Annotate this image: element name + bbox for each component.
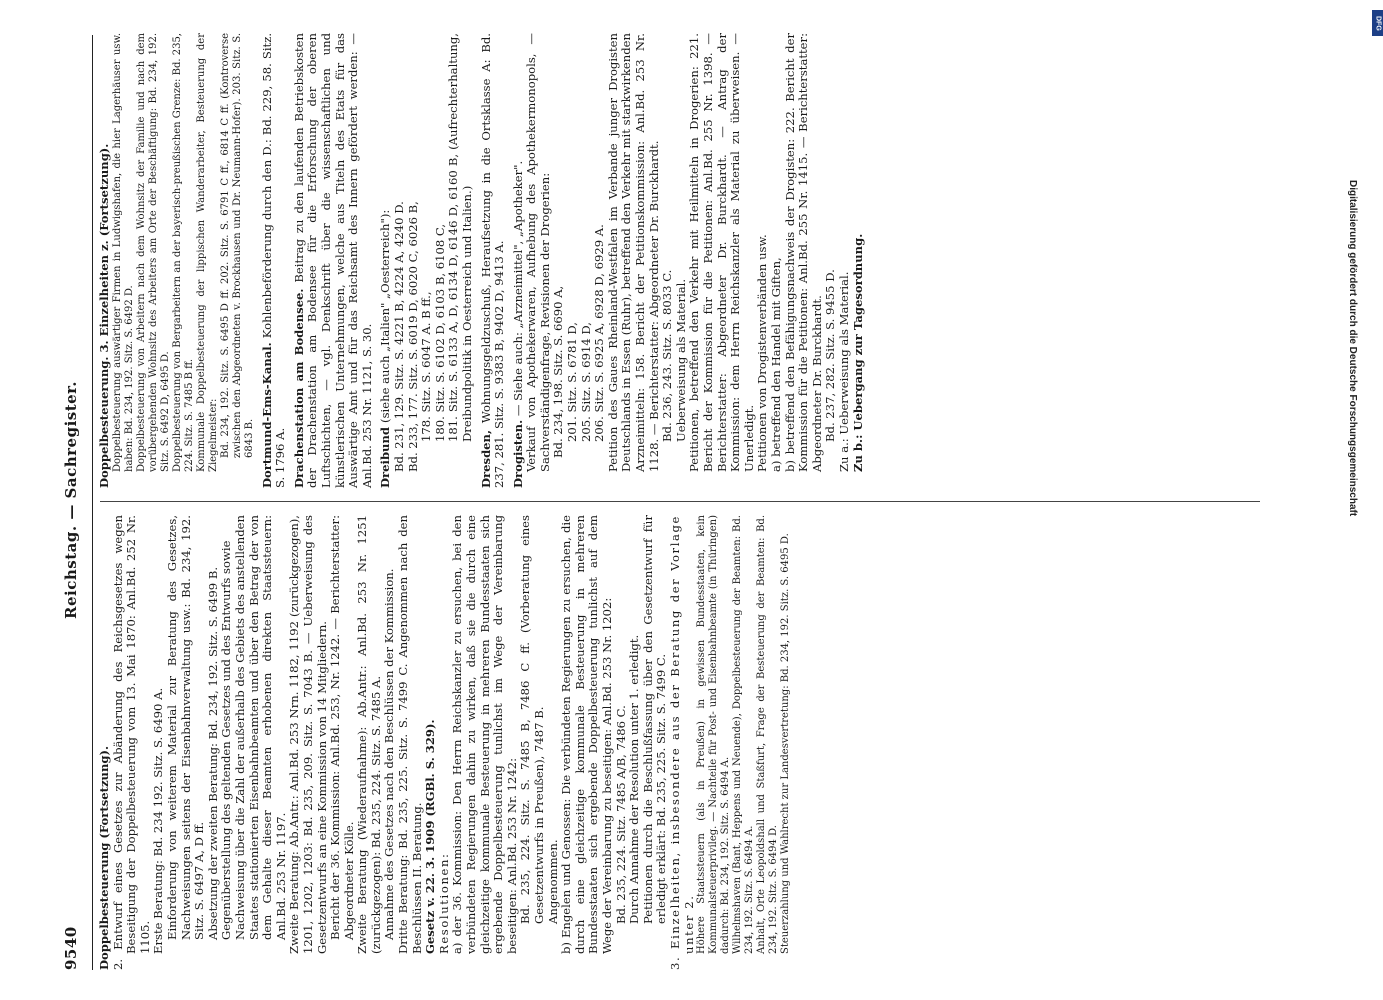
right-column-entry: 201. Sitz. S. 6781 D,	[565, 322, 580, 442]
right-column-entry: Doppelbesteuerung von Bergarbeitern an der bayerisch-preußischen Grenze: Bd. 235, 224. Sitz. S. 7485 B ff.	[171, 33, 195, 472]
right-column-entry: Doppelbesteuerung auswärtiger Firmen in Ludwigshafen, die hier Lagerhäuser usw. haben: Bd. 234, 192. Sitz. S. 6492 D.	[111, 33, 135, 472]
left-column-entry: Durch Annahme der Resolution unter 1. erledigt.	[627, 634, 642, 924]
right-column-entry: a) betreffend den Handel mit Giften,	[768, 257, 783, 472]
page-title: Reichstag. — Sachregister.	[62, 381, 80, 619]
right-column-entry: b) betreffend den Befähigungsnachweis der Drogisten: 222. Bericht der Kommission für die Petitionen: Anl.Bd. 255 Nr. 1415. — Berichterstatter: Abgeordneter Dr. Burckhardt.	[782, 33, 824, 472]
left-column-entry: Annahme des Gesetzes nach den Beschlüssen der Kommission.	[382, 568, 397, 940]
right-column-entry: Dresden, Wohnungsgeldzuschuß, Heraufsetzung in die Ortsklasse A: Bd. 237, 281. Sitz. S. 9383 B, 9402 D, 9413 A.	[478, 33, 507, 488]
dfg-logo: DFG	[1372, 10, 1383, 36]
left-column-entry: Bericht der 36. Kommission: Anl.Bd. 253, Nr. 1242. — Berichterstatter: Abgeordneter Kölle.	[328, 515, 356, 940]
right-column-entry: Ueberweisung als Material.	[673, 278, 688, 442]
header-rule	[92, 35, 93, 970]
right-column-entry: Petitionen von Drogistenverbänden usw.	[755, 234, 770, 472]
right-column	[98, 33, 865, 488]
left-column-entry: Absetzung der zweiten Beratung: Bd. 234, 192. Sitz. S. 6499 B.	[205, 566, 220, 940]
right-column-entry: Petitionen, betreffend den Verkehr mit Heilmitteln in Drogerien: 221. Bericht der Kommission für die Petitionen: Anl.Bd. 255 Nr. 1398. — Berichterstatter: Abgeordneter Dr. Burckhardt. — Antrag der Kommission: dem Herrn Reichskanzler als Material zu überweisen. — Unerledigt.	[687, 33, 756, 472]
right-column-entry: Zu a.: Ueberweisung als Material.	[836, 271, 851, 472]
right-column-entry: Doppelbesteuerung. 3. Einzelheiten z. (Fortsetzung).	[97, 143, 111, 488]
funding-note: Digitalisierung gefördert durch die Deutsche Forschungsgemeinschaft	[1347, 180, 1358, 517]
left-column-entry: Angenommen.	[545, 839, 560, 924]
right-column-entry: 206. Sitz. S. 6925 A, 6928 D, 6929 A.	[592, 224, 607, 442]
left-column-entry: Nachweisung über die Zahl der außerhalb des Gebiets des anstellenden Staates stationierten Eisenbahnbeamten und über den Betrag der von dem Gehalte dieser Beamten erhobenen direkten Staatssteuern: Anl.Bd. 253 Nr. 1197.	[232, 515, 288, 940]
right-column-entry: Bd. 231, 129. Sitz. S. 4221 B, 4224 A, 4240 D.	[391, 201, 406, 472]
right-column-entry: Drachenstation am Bodensee. Beitrag zu den laufenden Betriebskosten der Drachenstation am Bodensee für die Erforschung der oberen Luftschichten, — vgl. Denkschrift über die wissenschaftlichen und künstlerischen Unternehmungen, welche aus Titeln des Etats für das Auswärtige Amt und für das Reichsamt des Innern gefördert werden: — Anl.Bd. 253 Nr. 1121, S. 30.	[291, 32, 374, 488]
right-column-entry: Kommunale Doppelbesteuerung der lippischen Wanderarbeiter, Besteuerung der Ziegelmeister:	[195, 33, 219, 472]
left-column-entry: Einforderung von weiterem Material zur Beratung des Gesetzes, Nachweisungen seitens der Eisenbahnverwaltung usw.: Bd. 234, 192. Sitz. S. 6497 A, D ff.	[164, 515, 207, 940]
left-column-entry: Gesetz v. 22. 3. 1909 (RGBl. S. 329).	[423, 719, 438, 954]
left-column-entry: Höhere Staatssteuern (als in Preußen) in gewissen Bundesstaaten, kein Kommunalsteuerprivileg. — Nachteile für Post- und Eisenbahnbeamte (in Thüringen) dadurch: Bd. 234, 192. Sitz. S. 6494 A.	[696, 515, 732, 954]
right-column-entry: 205. Sitz. S. 6914 D,	[578, 322, 593, 442]
right-column-entry: Bd. 234, 198. Sitz. S. 6690 A,	[551, 285, 566, 458]
left-column-entry: Doppelbesteuerung (Fortsetzung).	[97, 745, 111, 970]
left-column-entry: Zweite Beratung (Wiederaufnahme): Ab.Antr.: Anl.Bd. 253 Nr. 1251 (zurückgezogen): Bd. 235, 224. Sitz. S. 7485 A.	[355, 515, 383, 954]
right-column-entry: Petition des Gaues Rheinland-Westfalen im Verbande junger Drogisten Deutschlands in Essen (Ruhr), betreffend den Verkehr mit starkwirkenden Arzneimitteln: 158. Bericht der Petitionskommission: Anl.Bd. 253 Nr. 1128. — Berichterstatter: Abgeordneter Dr. Burckhardt.	[605, 33, 661, 472]
right-column-entry: 178. Sitz. S. 6047 A. B ff.,	[419, 291, 434, 442]
right-column-entry: Doppelbesteuerung von Arbeitern nach dem Wohnsitz der Familie und nach dem vorübergehenden Wohnsitz des Arbeiters am Orte der Beschäftigung: Bd. 234, 192. Sitz. S. 6492 D, 6495 D.	[135, 33, 171, 472]
left-column-entry: Wilhelmshaven (Bant, Heppens und Neuende), Doppelbesteuerung der Beamten: Bd. 234, 192. Sitz. S. 6494 A.	[732, 515, 756, 954]
right-column-entry: Bd. 237, 282. Sitz. S. 9455 D.	[823, 269, 838, 442]
right-column-entry: Bd. 234, 192. Sitz. S. 6495 D ff. 202. Sitz. S. 6791 C ff., 6814 C ff. (Kontroverse zwischen den Abgeordneten v. Brockhausen und Dr. Neumann-Hofer). 203. Sitz. S. 6843 B.	[219, 33, 255, 458]
left-column-entry: Steuerzahlung und Wahlrecht zur Landesvertretung: Bd. 234, 192. Sitz. S. 6495 D.	[780, 533, 792, 954]
left-column-entry: a) der 36. Kommission: Den Herrn Reichskanzler zu ersuchen, bei den verbündeten Regierungen dahin zu wirken, daß sie die durch eine gleichzeitige kommunale Besteuerung in mehreren Bundesstaaten sich ergebende Doppelbesteuerung tunlichst im Wege der Vereinbarung beseitigen: Anl.Bd. 253 Nr. 1242:	[450, 515, 519, 954]
left-column-entry: Petitionen durch die Beschlußfassung über den Gesetzentwurf für erledigt erklärt: Bd. 235, 225. Sitz. S. 7499 C.	[640, 515, 669, 924]
left-column-entry: Anhalt, Orte Leopoldshall und Staßfurt, Frage der Besteuerung der Beamten: Bd. 234, 192. Sitz. S. 6494 D.	[756, 515, 780, 954]
right-column-entry: Verkauf von Apothekerwaren, Aufhebung des Apothekermonopols, — Sachverständigenfrage, Revisionen der Drogerien:	[524, 33, 552, 472]
left-column-entry: Dritte Beratung: Bd. 235, 225. Sitz. S. 7499 C. Angenommen nach den Beschlüssen II. Beratung.	[396, 515, 424, 954]
right-column-entry: 181. Sitz. S. 6133 A, D, 6134 D, 6146 D, 6160 B, (Aufrechterhaltung, Dreibundpolitik in Oesterreich und Italien.)	[446, 33, 474, 442]
right-column-entry: Dreibund (siehe auch „Italien" „Oesterreich"):	[378, 209, 393, 488]
right-column-entry: Zu b.: Uebergang zur Tagesordnung.	[850, 233, 865, 472]
right-column-entry: Bd. 233, 177. Sitz. S. 6019 D, 6020 C, 6026 B,	[405, 201, 420, 472]
left-column-entry: Bd. 235, 224. Sitz. S. 7485 B, 7486 C ff. (Vorberatung eines Gesetzentwurfs in Preußen), 7487 B.	[518, 515, 546, 924]
page-number: 9540	[62, 926, 80, 970]
right-column-entry: Bd. 236, 243. Sitz. S. 8033 C.	[660, 269, 675, 442]
page-header	[62, 30, 92, 970]
left-column-entry: Erste Beratung: Bd. 234 192. Sitz. S. 6490 A.	[151, 687, 166, 954]
left-column-entry: Gegenüberstellung des geltenden Gesetzes und des Entwurfs sowie	[219, 540, 234, 940]
column-divider	[100, 501, 1260, 502]
right-column-entry: Dortmund-Ems-Kanal. Kohlenbeförderung durch den D.: Bd. 229, 58. Sitz. S. 1796 A.	[259, 33, 288, 488]
left-column-entry: 2. Entwurf eines Gesetzes zur Abänderung des Reichsgesetzes wegen Beseitigung der Doppelbesteuerung vom 13. Mai 1870: Anl.Bd. 252 Nr. 1105.	[110, 515, 152, 970]
right-column-entry: Drogisten. — Siehe auch: „Arzneimittel", „Apotheker".	[510, 160, 525, 488]
left-column-entry: Bd. 235, 224. Sitz. 7485 A/B, 7486 C.	[613, 705, 628, 924]
left-column	[98, 515, 792, 970]
left-column-entry: Resolutionen:	[436, 852, 451, 954]
right-column-entry: 180. Sitz. S. 6102 D, 6103 B, 6108 C,	[432, 223, 447, 442]
left-column-entry: b) Engelen und Genossen: Die verbündeten Regierungen zu ersuchen, die durch eine gleichzeitige kommunale Besteuerung in mehreren Bundesstaaten sich ergebende Doppelbesteuerung tunlichst auf dem Wege der Vereinbarung zu beseitigen: Anl.Bd. 253 Nr. 1202:	[559, 515, 614, 954]
left-column-entry: Zweite Beratung: Ab.Antr.: Anl.Bd. 253 Nrn. 1182, 1192 (zurückgezogen), 1201, 1202, 1203: Bd. 235, 209. Sitz. S. 7043 B. — Ueberweisung des Gesetzentwurfs an eine Kommission von 14 Mitgliedern.	[287, 515, 329, 954]
left-column-entry: 3. Einzelheiten, insbesondere aus der Beratung der Vorlage unter 2.	[667, 515, 696, 970]
